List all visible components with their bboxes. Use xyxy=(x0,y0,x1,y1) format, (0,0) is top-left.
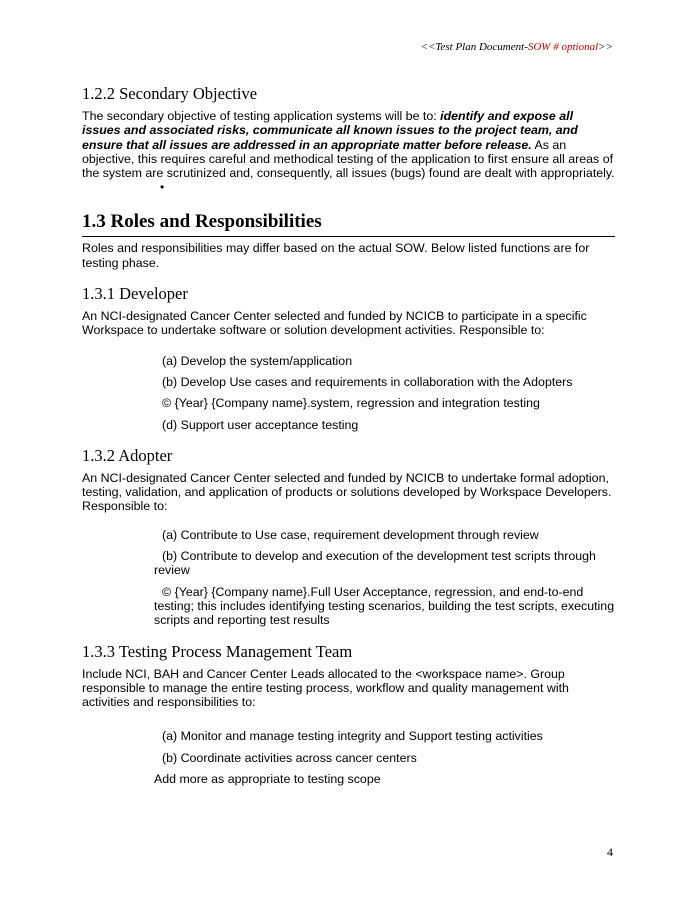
developer-description: An NCI-designated Cancer Center selected and funded by NCICB to participate in a specific Workspace to undertake software or solution development activities. Responsible to: xyxy=(82,309,587,338)
list-item: (b) Develop Use cases and requirements in collaboration with the Adopters xyxy=(162,374,573,389)
header-optional: SOW # optional xyxy=(527,41,599,53)
roles-intro: Roles and responsibilities may differ based on the actual SOW. Below listed functions are for testing phase. xyxy=(82,241,590,270)
heading-adopter: 1.3.2 Adopter xyxy=(82,445,173,465)
header-prefix: <<Test Plan Document- xyxy=(420,41,528,53)
page-header xyxy=(421,41,613,53)
list-item: © {Year} {Company name}.Full User Acceptance, regression, and end-to-end testing; this includes identifying testing scenarios, building the test scripts, executing scripts and reporting test results xyxy=(154,584,615,628)
header-suffix: >> xyxy=(598,41,613,53)
developer-responsibilities xyxy=(162,354,615,432)
document-body xyxy=(82,84,615,786)
heading-developer: 1.3.1 Developer xyxy=(82,284,188,304)
testing-team-description: Include NCI, BAH and Cancer Center Leads allocated to the <workspace name>. Group responsible to manage the entire testing process, workflow and quality management with activities and responsibilities to: xyxy=(82,666,569,710)
list-item: (b) Coordinate activities across cancer centers xyxy=(162,750,417,765)
heading-testing-process-team: 1.3.3 Testing Process Management Team xyxy=(82,641,353,661)
list-item: © {Year} {Company name}.system, regression and integration testing xyxy=(162,396,540,411)
secondary-objective-intro: The secondary objective of testing application systems will be to: xyxy=(82,109,441,123)
heading-secondary-objective: 1.2.2 Secondary Objective xyxy=(82,84,258,103)
secondary-objective-text xyxy=(82,109,615,180)
testing-scope-note: Add more as appropriate to testing scope xyxy=(154,772,381,787)
empty-bullet: • xyxy=(160,180,165,195)
list-item: (a) Monitor and manage testing integrity and Support testing activities xyxy=(162,729,543,744)
secondary-objective-rest: As an objective, this requires careful and methodical testing of the application to first ensure all areas of the system are scrutinized and, consequently, all issues (bugs) found are dealt with appropriately. xyxy=(82,137,615,181)
adopter-description: An NCI-designated Cancer Center selected and funded by NCICB to undertake formal adoption, testing, validation, and application of products or solutions developed by Workspace Developers. Responsible to: xyxy=(82,470,612,514)
list-item: (a) Develop the system/application xyxy=(162,353,353,368)
page-number: 4 xyxy=(607,845,613,859)
secondary-objective-emphasis: identify and expose all issues and associated risks, communicate all known issues to the project team, and ensure that all issues are addressed in an appropriate matter before release. xyxy=(82,109,578,152)
testing-team-responsibilities xyxy=(162,729,615,765)
heading-roles-responsibilities: 1.3 Roles and Responsibilities xyxy=(82,210,615,237)
adopter-responsibilities xyxy=(154,528,615,628)
list-item: (a) Contribute to Use case, requirement development through review xyxy=(162,527,539,542)
list-item: (b) Contribute to develop and execution of the development test scripts through review xyxy=(154,549,596,578)
list-item: (d) Support user acceptance testing xyxy=(162,417,359,432)
